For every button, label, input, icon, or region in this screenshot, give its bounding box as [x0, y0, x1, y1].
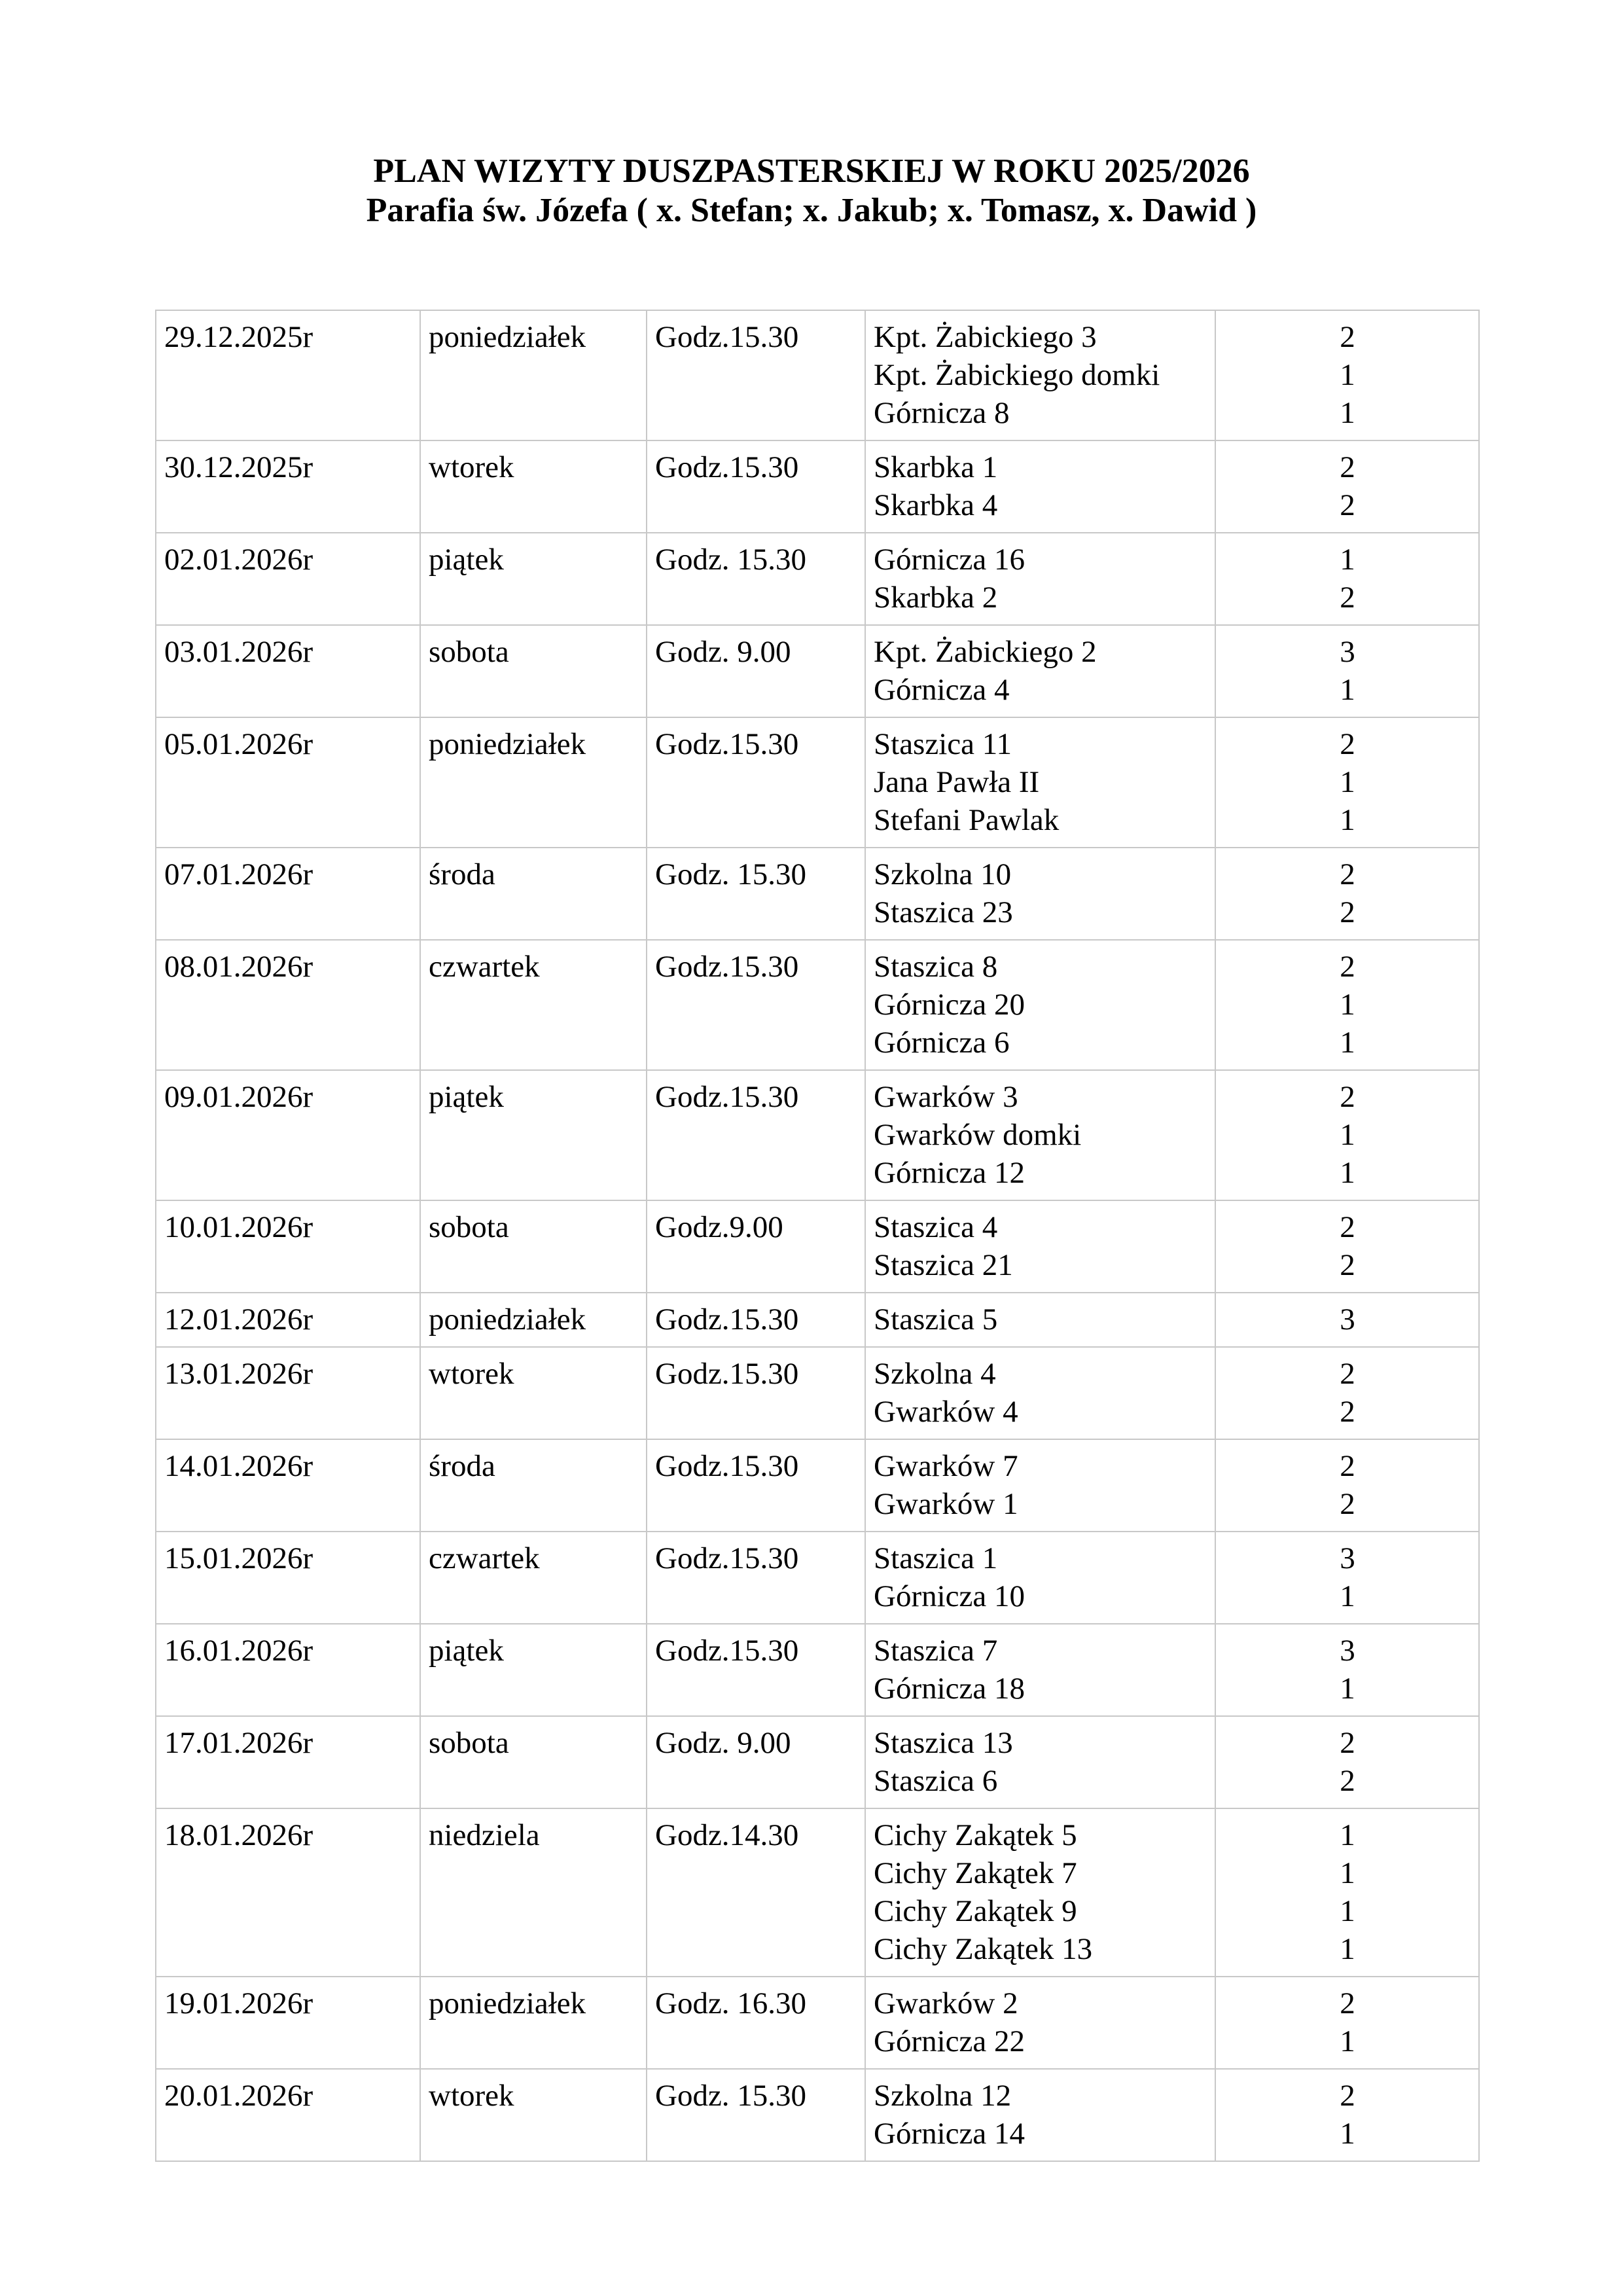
- address-line: Górnicza 4: [874, 673, 1010, 707]
- addresses-cell: [865, 2069, 1215, 2161]
- visit-date-cell: 09.01.2026r: [156, 1070, 420, 1200]
- document-subtitle: Parafia św. Józefa ( x. Stefan; x. Jakub; x. Tomasz, x. Dawid ): [366, 192, 1257, 229]
- table-row: [156, 848, 1479, 940]
- address-line: Cichy Zakątek 9: [874, 1894, 1077, 1928]
- address-line: Gwarków 1: [874, 1487, 1018, 1521]
- counts-cell: [1215, 625, 1479, 717]
- visit-date-cell: 05.01.2026r: [156, 717, 420, 848]
- count-value: 2: [1340, 1080, 1355, 1114]
- visit-date-cell: 16.01.2026r: [156, 1624, 420, 1716]
- visit-date-cell: 29.12.2025r: [156, 310, 420, 440]
- weekday-cell: środa: [420, 1439, 647, 1532]
- count-value: 2: [1340, 1986, 1355, 2020]
- count-value: 2: [1340, 727, 1355, 761]
- visit-time-cell: Godz.15.30: [647, 1293, 865, 1347]
- address-line: Jana Pawła II: [874, 765, 1040, 799]
- address-line: Górnicza 18: [874, 1672, 1025, 1706]
- count-value: 2: [1340, 488, 1355, 522]
- weekday-cell: poniedziałek: [420, 1293, 647, 1347]
- address-line: Cichy Zakątek 13: [874, 1932, 1093, 1966]
- table-row: [156, 1070, 1479, 1200]
- weekday-cell: wtorek: [420, 440, 647, 533]
- visit-time-cell: Godz.15.30: [647, 1624, 865, 1716]
- addresses-cell: [865, 940, 1215, 1070]
- address-line: Stefani Pawlak: [874, 803, 1060, 837]
- visit-date-cell: 20.01.2026r: [156, 2069, 420, 2161]
- count-value: 1: [1340, 358, 1355, 392]
- count-value: 2: [1340, 895, 1355, 929]
- count-value: 1: [1340, 988, 1355, 1022]
- count-value: 2: [1340, 450, 1355, 484]
- table-row: [156, 2069, 1479, 2161]
- address-line: Kpt. Żabickiego 2: [874, 635, 1097, 669]
- counts-cell: [1215, 440, 1479, 533]
- addresses-cell: [865, 1439, 1215, 1532]
- address-line: Górnicza 10: [874, 1579, 1025, 1613]
- count-value: 1: [1340, 765, 1355, 799]
- count-value: 2: [1340, 320, 1355, 354]
- addresses-cell: [865, 310, 1215, 440]
- visit-time-cell: Godz.15.30: [647, 1532, 865, 1624]
- visit-time-cell: Godz.14.30: [647, 1808, 865, 1977]
- count-value: 1: [1340, 543, 1355, 577]
- count-value: 1: [1340, 1118, 1355, 1152]
- counts-cell: [1215, 310, 1479, 440]
- weekday-cell: sobota: [420, 625, 647, 717]
- visit-time-cell: Godz.15.30: [647, 440, 865, 533]
- count-value: 2: [1340, 857, 1355, 891]
- visit-time-cell: Godz.15.30: [647, 1439, 865, 1532]
- count-value: 3: [1340, 1634, 1355, 1668]
- count-value: 3: [1340, 635, 1355, 669]
- table-row: [156, 1977, 1479, 2069]
- address-line: Cichy Zakątek 5: [874, 1818, 1077, 1852]
- visit-time-cell: Godz.9.00: [647, 1200, 865, 1293]
- counts-cell: [1215, 717, 1479, 848]
- addresses-cell: [865, 1532, 1215, 1624]
- weekday-cell: poniedziałek: [420, 310, 647, 440]
- count-value: 1: [1340, 1156, 1355, 1190]
- count-value: 2: [1340, 1449, 1355, 1483]
- address-line: Gwarków 2: [874, 1986, 1018, 2020]
- count-value: 1: [1340, 1026, 1355, 1060]
- address-line: Gwarków 7: [874, 1449, 1018, 1483]
- visit-date-cell: 15.01.2026r: [156, 1532, 420, 1624]
- counts-cell: [1215, 1347, 1479, 1439]
- count-value: 2: [1340, 581, 1355, 615]
- counts-cell: [1215, 1070, 1479, 1200]
- count-value: 2: [1340, 950, 1355, 984]
- count-value: 2: [1340, 1726, 1355, 1760]
- visit-date-cell: 14.01.2026r: [156, 1439, 420, 1532]
- visit-date-cell: 02.01.2026r: [156, 533, 420, 625]
- count-value: 2: [1340, 1210, 1355, 1244]
- table-row: [156, 1439, 1479, 1532]
- weekday-cell: czwartek: [420, 940, 647, 1070]
- count-value: 2: [1340, 1764, 1355, 1798]
- visit-date-cell: 30.12.2025r: [156, 440, 420, 533]
- counts-cell: [1215, 1293, 1479, 1347]
- visit-date-cell: 10.01.2026r: [156, 1200, 420, 1293]
- addresses-cell: [865, 1624, 1215, 1716]
- visit-date-cell: 19.01.2026r: [156, 1977, 420, 2069]
- counts-cell: [1215, 1977, 1479, 2069]
- address-line: Górnicza 12: [874, 1156, 1025, 1190]
- weekday-cell: poniedziałek: [420, 1977, 647, 2069]
- counts-cell: [1215, 1532, 1479, 1624]
- address-line: Staszica 13: [874, 1726, 1013, 1760]
- count-value: 1: [1340, 2024, 1355, 2058]
- visit-date-cell: 03.01.2026r: [156, 625, 420, 717]
- weekday-cell: wtorek: [420, 1347, 647, 1439]
- address-line: Staszica 4: [874, 1210, 998, 1244]
- count-value: 3: [1340, 1541, 1355, 1575]
- addresses-cell: [865, 1716, 1215, 1808]
- addresses-cell: [865, 717, 1215, 848]
- count-value: 2: [1340, 1357, 1355, 1391]
- count-value: 1: [1340, 1894, 1355, 1928]
- address-line: Staszica 5: [874, 1302, 998, 1336]
- count-value: 1: [1340, 396, 1355, 430]
- visit-date-cell: 13.01.2026r: [156, 1347, 420, 1439]
- address-line: Skarbka 1: [874, 450, 998, 484]
- document-title: PLAN WIZYTY DUSZPASTERSKIEJ W ROKU 2025/2026: [373, 152, 1250, 190]
- document-header: [0, 152, 1623, 230]
- table-row: [156, 1716, 1479, 1808]
- address-line: Górnicza 8: [874, 396, 1010, 430]
- visit-time-cell: Godz.15.30: [647, 940, 865, 1070]
- schedule-body: [156, 310, 1479, 2161]
- visit-date-cell: 17.01.2026r: [156, 1716, 420, 1808]
- addresses-cell: [865, 1200, 1215, 1293]
- count-value: 1: [1340, 1932, 1355, 1966]
- addresses-cell: [865, 533, 1215, 625]
- weekday-cell: wtorek: [420, 2069, 647, 2161]
- table-row: [156, 1347, 1479, 1439]
- table-row: [156, 1200, 1479, 1293]
- visit-time-cell: Godz. 15.30: [647, 848, 865, 940]
- addresses-cell: [865, 625, 1215, 717]
- visit-date-cell: 07.01.2026r: [156, 848, 420, 940]
- address-line: Staszica 21: [874, 1248, 1013, 1282]
- addresses-cell: [865, 1808, 1215, 1977]
- addresses-cell: [865, 440, 1215, 533]
- counts-cell: [1215, 1624, 1479, 1716]
- address-line: Gwarków 3: [874, 1080, 1018, 1114]
- table-row: [156, 533, 1479, 625]
- weekday-cell: sobota: [420, 1716, 647, 1808]
- visit-time-cell: Godz. 16.30: [647, 1977, 865, 2069]
- counts-cell: [1215, 1716, 1479, 1808]
- visit-time-cell: Godz.15.30: [647, 1070, 865, 1200]
- weekday-cell: sobota: [420, 1200, 647, 1293]
- counts-cell: [1215, 940, 1479, 1070]
- visit-time-cell: Godz.15.30: [647, 1347, 865, 1439]
- weekday-cell: poniedziałek: [420, 717, 647, 848]
- table-row: [156, 625, 1479, 717]
- address-line: Górnicza 20: [874, 988, 1025, 1022]
- address-line: Gwarków domki: [874, 1118, 1082, 1152]
- count-value: 2: [1340, 1487, 1355, 1521]
- count-value: 1: [1340, 1579, 1355, 1613]
- visit-time-cell: Godz.15.30: [647, 310, 865, 440]
- address-line: Szkolna 4: [874, 1357, 996, 1391]
- counts-cell: [1215, 848, 1479, 940]
- address-line: Kpt. Żabickiego 3: [874, 320, 1097, 354]
- table-row: [156, 1293, 1479, 1347]
- counts-cell: [1215, 2069, 1479, 2161]
- visit-date-cell: 18.01.2026r: [156, 1808, 420, 1977]
- weekday-cell: piątek: [420, 1070, 647, 1200]
- visit-time-cell: Godz. 15.30: [647, 2069, 865, 2161]
- address-line: Staszica 1: [874, 1541, 998, 1575]
- count-value: 1: [1340, 673, 1355, 707]
- visit-time-cell: Godz. 9.00: [647, 625, 865, 717]
- counts-cell: [1215, 1439, 1479, 1532]
- addresses-cell: [865, 1347, 1215, 1439]
- visit-date-cell: 12.01.2026r: [156, 1293, 420, 1347]
- visit-time-cell: Godz.15.30: [647, 717, 865, 848]
- count-value: 1: [1340, 1818, 1355, 1852]
- address-line: Szkolna 12: [874, 2079, 1012, 2113]
- count-value: 1: [1340, 803, 1355, 837]
- visit-schedule-table: [155, 310, 1480, 2162]
- weekday-cell: piątek: [420, 533, 647, 625]
- address-line: Staszica 7: [874, 1634, 998, 1668]
- table-row: [156, 1532, 1479, 1624]
- weekday-cell: środa: [420, 848, 647, 940]
- address-line: Skarbka 2: [874, 581, 998, 615]
- count-value: 1: [1340, 2117, 1355, 2151]
- address-line: Cichy Zakątek 7: [874, 1856, 1077, 1890]
- table-row: [156, 1624, 1479, 1716]
- addresses-cell: [865, 1293, 1215, 1347]
- count-value: 2: [1340, 2079, 1355, 2113]
- count-value: 1: [1340, 1856, 1355, 1890]
- weekday-cell: czwartek: [420, 1532, 647, 1624]
- visit-time-cell: Godz. 15.30: [647, 533, 865, 625]
- counts-cell: [1215, 1200, 1479, 1293]
- address-line: Górnicza 16: [874, 543, 1025, 577]
- table-row: [156, 1808, 1479, 1977]
- address-line: Szkolna 10: [874, 857, 1012, 891]
- addresses-cell: [865, 1977, 1215, 2069]
- counts-cell: [1215, 533, 1479, 625]
- address-line: Górnicza 14: [874, 2117, 1025, 2151]
- address-line: Gwarków 4: [874, 1395, 1018, 1429]
- visit-date-cell: 08.01.2026r: [156, 940, 420, 1070]
- address-line: Staszica 11: [874, 727, 1012, 761]
- address-line: Staszica 6: [874, 1764, 998, 1798]
- addresses-cell: [865, 1070, 1215, 1200]
- table-row: [156, 310, 1479, 440]
- weekday-cell: niedziela: [420, 1808, 647, 1977]
- table-row: [156, 440, 1479, 533]
- count-value: 3: [1340, 1302, 1355, 1336]
- address-line: Kpt. Żabickiego domki: [874, 358, 1160, 392]
- counts-cell: [1215, 1808, 1479, 1977]
- address-line: Górnicza 6: [874, 1026, 1010, 1060]
- weekday-cell: piątek: [420, 1624, 647, 1716]
- count-value: 2: [1340, 1395, 1355, 1429]
- visit-time-cell: Godz. 9.00: [647, 1716, 865, 1808]
- address-line: Staszica 8: [874, 950, 998, 984]
- address-line: Staszica 23: [874, 895, 1013, 929]
- count-value: 1: [1340, 1672, 1355, 1706]
- address-line: Górnicza 22: [874, 2024, 1025, 2058]
- addresses-cell: [865, 848, 1215, 940]
- table-row: [156, 717, 1479, 848]
- address-line: Skarbka 4: [874, 488, 998, 522]
- count-value: 2: [1340, 1248, 1355, 1282]
- table-row: [156, 940, 1479, 1070]
